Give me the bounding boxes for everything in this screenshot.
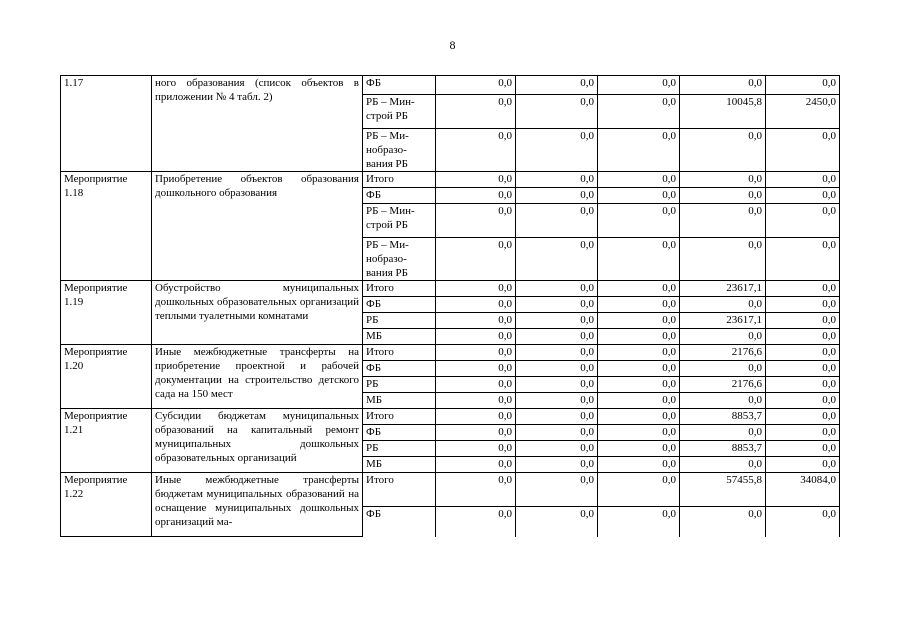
funding-source: Итого [363,172,436,188]
amount-cell: 0,0 [598,297,680,313]
funding-source: МБ [363,457,436,473]
amount-cell: 0,0 [766,329,840,345]
funding-source: ФБ [363,297,436,313]
funding-source: РБ – Мин-строй РБ [363,95,436,129]
page-number: 8 [449,38,456,52]
amount-cell: 0,0 [766,441,840,457]
funding-source: Итого [363,409,436,425]
amount-cell: 0,0 [598,129,680,172]
amount-cell: 0,0 [436,393,516,409]
amount-cell: 0,0 [436,172,516,188]
amount-cell: 0,0 [598,76,680,95]
amount-cell: 0,0 [680,297,766,313]
amount-cell: 0,0 [516,507,598,537]
amount-cell: 0,0 [436,281,516,297]
amount-cell: 0,0 [766,507,840,537]
activity-description: Иные межбюджетные трансферты на приобретение проектной и рабочей документации на строительство детского сада на 150 мест [152,345,363,409]
amount-cell: 0,0 [598,409,680,425]
amount-cell: 0,0 [436,313,516,329]
amount-cell: 0,0 [516,313,598,329]
activity-code: Мероприятие 1.19 [61,281,152,345]
amount-cell: 0,0 [598,188,680,204]
funding-source: РБ – Ми-нобразо-вания РБ [363,129,436,172]
amount-cell: 0,0 [598,507,680,537]
amount-cell: 0,0 [516,441,598,457]
amount-cell: 0,0 [516,409,598,425]
amount-cell: 0,0 [516,329,598,345]
amount-cell: 0,0 [598,345,680,361]
activity-code: 1.17 [61,76,152,172]
amount-cell: 0,0 [436,409,516,425]
amount-cell: 0,0 [766,204,840,238]
amount-cell: 23617,1 [680,313,766,329]
amount-cell: 0,0 [436,473,516,507]
amount-cell: 0,0 [598,238,680,281]
funding-source: ФБ [363,188,436,204]
amount-cell: 0,0 [680,457,766,473]
activity-description: ного образования (список объектов в приложении № 4 табл. 2) [152,76,363,172]
amount-cell: 0,0 [766,172,840,188]
funding-source: Итого [363,345,436,361]
amount-cell: 0,0 [436,188,516,204]
amount-cell: 0,0 [680,507,766,537]
amount-cell: 0,0 [766,281,840,297]
amount-cell: 0,0 [598,377,680,393]
activity-code: Мероприятие 1.21 [61,409,152,473]
funding-source: МБ [363,329,436,345]
amount-cell: 0,0 [516,281,598,297]
amount-cell: 0,0 [766,129,840,172]
funding-source: РБ [363,441,436,457]
amount-cell: 0,0 [436,238,516,281]
table-row [61,76,840,95]
amount-cell: 23617,1 [680,281,766,297]
amount-cell: 0,0 [598,441,680,457]
funding-source: Итого [363,281,436,297]
table-row [61,409,840,425]
amount-cell: 0,0 [598,329,680,345]
amount-cell: 0,0 [436,441,516,457]
amount-cell: 0,0 [680,204,766,238]
amount-cell: 0,0 [598,204,680,238]
amount-cell: 0,0 [516,297,598,313]
amount-cell: 0,0 [516,238,598,281]
amount-cell: 0,0 [680,425,766,441]
amount-cell: 0,0 [598,425,680,441]
funding-source: ФБ [363,361,436,377]
table-row [61,473,840,507]
amount-cell: 0,0 [516,95,598,129]
amount-cell: 8853,7 [680,441,766,457]
table-row [61,281,840,297]
amount-cell: 0,0 [598,393,680,409]
amount-cell: 0,0 [436,377,516,393]
amount-cell: 0,0 [516,172,598,188]
amount-cell: 0,0 [680,188,766,204]
funding-source: ФБ [363,507,436,537]
amount-cell: 0,0 [766,393,840,409]
amount-cell: 0,0 [766,345,840,361]
funding-source: РБ – Мин-строй РБ [363,204,436,238]
amount-cell: 0,0 [598,95,680,129]
amount-cell: 0,0 [516,204,598,238]
amount-cell: 0,0 [680,361,766,377]
amount-cell: 0,0 [516,393,598,409]
activity-description: Субсидии бюджетам муниципальных образований на капитальный ремонт муниципальных дошкольных образовательных организаций [152,409,363,473]
amount-cell: 0,0 [436,329,516,345]
amount-cell: 0,0 [436,361,516,377]
amount-cell: 0,0 [516,361,598,377]
amount-cell: 10045,8 [680,95,766,129]
funding-source: ФБ [363,76,436,95]
amount-cell: 8853,7 [680,409,766,425]
table-row [61,345,840,361]
amount-cell: 57455,8 [680,473,766,507]
amount-cell: 2450,0 [766,95,840,129]
amount-cell: 0,0 [680,238,766,281]
budget-table [60,75,840,537]
activity-description: Приобретение объектов образования дошкольного образования [152,172,363,281]
funding-source: МБ [363,393,436,409]
funding-source: РБ [363,377,436,393]
activity-description: Иные межбюджетные трансферты бюджетам муниципальных образований на оснащение муниципальных дошкольных организаций ма- [152,473,363,537]
funding-source: ФБ [363,425,436,441]
amount-cell: 0,0 [766,409,840,425]
amount-cell: 0,0 [680,129,766,172]
amount-cell: 0,0 [436,76,516,95]
amount-cell: 0,0 [516,377,598,393]
amount-cell: 0,0 [436,297,516,313]
amount-cell: 0,0 [436,425,516,441]
amount-cell: 2176,6 [680,345,766,361]
amount-cell: 0,0 [436,204,516,238]
amount-cell: 0,0 [516,76,598,95]
funding-source: Итого [363,473,436,507]
amount-cell: 0,0 [436,507,516,537]
amount-cell: 0,0 [516,425,598,441]
amount-cell: 0,0 [598,457,680,473]
amount-cell: 0,0 [598,313,680,329]
funding-source: РБ – Ми-нобразо-вания РБ [363,238,436,281]
amount-cell: 0,0 [598,473,680,507]
amount-cell: 0,0 [436,457,516,473]
activity-code: Мероприятие 1.22 [61,473,152,537]
amount-cell: 0,0 [436,95,516,129]
activity-code: Мероприятие 1.20 [61,345,152,409]
amount-cell: 0,0 [598,172,680,188]
amount-cell: 0,0 [766,377,840,393]
amount-cell: 0,0 [598,281,680,297]
amount-cell: 0,0 [516,345,598,361]
amount-cell: 0,0 [680,329,766,345]
amount-cell: 0,0 [436,345,516,361]
amount-cell: 0,0 [516,188,598,204]
amount-cell: 0,0 [680,76,766,95]
activity-code: Мероприятие 1.18 [61,172,152,281]
amount-cell: 0,0 [516,129,598,172]
amount-cell: 0,0 [766,313,840,329]
amount-cell: 0,0 [598,361,680,377]
table-row [61,172,840,188]
amount-cell: 0,0 [680,172,766,188]
amount-cell: 0,0 [766,425,840,441]
amount-cell: 34084,0 [766,473,840,507]
amount-cell: 0,0 [766,188,840,204]
amount-cell: 0,0 [766,76,840,95]
amount-cell: 0,0 [766,297,840,313]
amount-cell: 0,0 [766,361,840,377]
activity-description: Обустройство муниципальных дошкольных образовательных организаций теплыми туалетными комнатами [152,281,363,345]
amount-cell: 0,0 [516,457,598,473]
amount-cell: 0,0 [766,238,840,281]
amount-cell: 0,0 [516,473,598,507]
amount-cell: 2176,6 [680,377,766,393]
amount-cell: 0,0 [436,129,516,172]
amount-cell: 0,0 [680,393,766,409]
funding-source: РБ [363,313,436,329]
amount-cell: 0,0 [766,457,840,473]
